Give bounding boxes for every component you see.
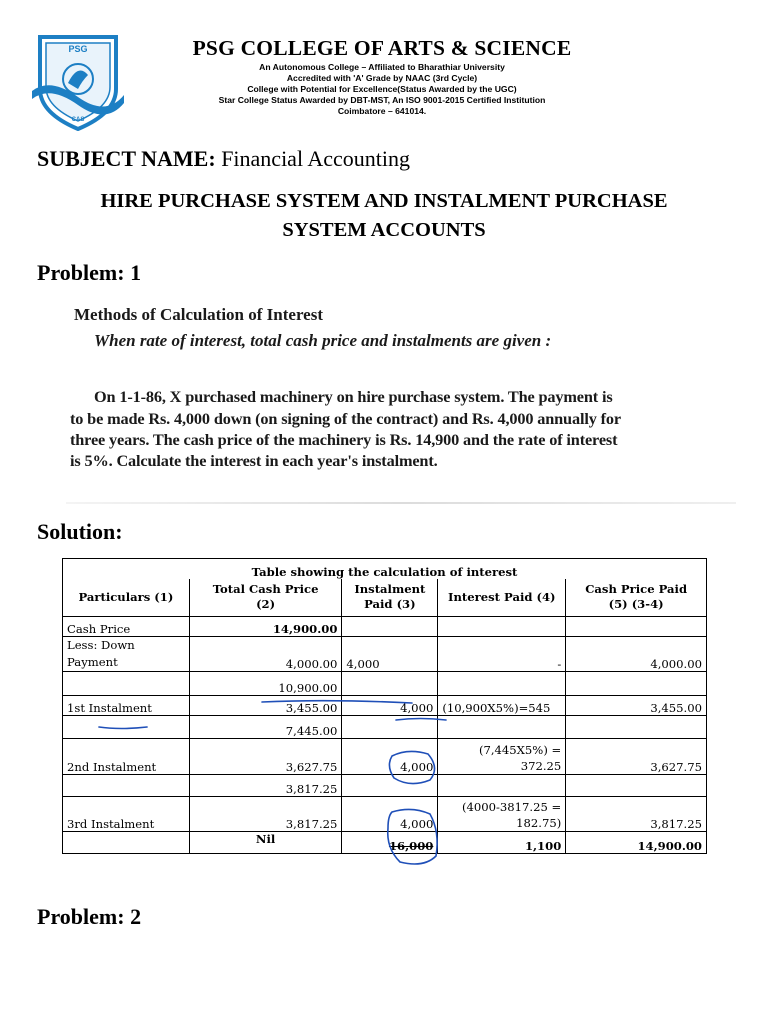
- table-row-total: [63, 832, 707, 854]
- cell: [438, 775, 566, 797]
- cell: [438, 716, 566, 739]
- college-logo: [30, 33, 126, 131]
- cell: [63, 832, 190, 854]
- title-line-2: SYSTEM ACCOUNTS: [282, 219, 486, 241]
- cell: [342, 672, 438, 696]
- problem-1-scan: [58, 295, 736, 507]
- cell: -: [438, 637, 566, 672]
- solution-heading: Solution:: [37, 519, 123, 544]
- problem-text-line: to be made Rs. 4,000 down (on signing of the contract) and Rs. 4,000 annually for: [70, 409, 621, 428]
- cell: 4,000.00: [566, 637, 707, 672]
- header-particulars: Particulars (1): [63, 579, 190, 617]
- cell: 4,000.00: [189, 637, 342, 672]
- cell: [63, 672, 190, 696]
- table-row: [63, 637, 707, 672]
- cell: 14,900.00: [189, 617, 342, 637]
- cell: 3,455.00: [189, 696, 342, 716]
- cell: 1,100: [438, 832, 566, 854]
- cell: 7,445.00: [189, 716, 342, 739]
- table-row: [63, 617, 707, 637]
- header-cash-price-paid: Cash Price Paid (5) (3-4): [566, 579, 707, 617]
- scan-edge: [66, 502, 736, 504]
- cell: 3,817.25: [566, 797, 707, 832]
- cell: (4000-3817.25 = 182.75): [438, 797, 566, 832]
- cell: Less: Down Payment: [63, 637, 190, 672]
- cell: [566, 716, 707, 739]
- cell: 3,455.00: [566, 696, 707, 716]
- cell: [342, 716, 438, 739]
- table-row: [63, 716, 707, 739]
- cell: 10,900.00: [189, 672, 342, 696]
- title-line-1: HIRE PURCHASE SYSTEM AND INSTALMENT PURCHASE: [100, 190, 668, 212]
- cell: [342, 775, 438, 797]
- cell: 3rd Instalment: [63, 797, 190, 832]
- problem-method: Methods of Calculation of Interest: [74, 305, 323, 324]
- problem-text-line: On 1-1-86, X purchased machinery on hire purchase system. The payment is: [94, 387, 613, 406]
- subject-value: Financial Accounting: [215, 146, 410, 171]
- subject-label: SUBJECT NAME:: [37, 146, 216, 171]
- cell: [342, 617, 438, 637]
- cell: 4,000: [342, 696, 438, 716]
- cell: [63, 775, 190, 797]
- cell: 3,627.75: [189, 739, 342, 775]
- subject-name: [37, 146, 410, 172]
- problem-text-line: three years. The cash price of the machinery is Rs. 14,900 and the rate of interest: [70, 430, 618, 449]
- problem-text-line: is 5%. Calculate the interest in each year's instalment.: [70, 451, 438, 470]
- page-title: [30, 187, 738, 245]
- college-info-line: Star College Status Awarded by DBT-MST, An ISO 9001-2015 Certified Institution: [218, 95, 546, 105]
- header-instalment-paid: Instalment Paid (3): [342, 579, 438, 617]
- cell: 3,817.25: [189, 797, 342, 832]
- cell: [566, 775, 707, 797]
- cell: [438, 672, 566, 696]
- college-info-line: College with Potential for Excellence(Status Awarded by the UGC): [247, 84, 517, 94]
- header-interest-paid: Interest Paid (4): [438, 579, 566, 617]
- cell: (7,445X5%) = 372.25: [438, 739, 566, 775]
- college-info: [120, 62, 644, 117]
- table-row: [63, 797, 707, 832]
- interest-table: [62, 558, 707, 854]
- svg-text:CAS: CAS: [71, 117, 85, 123]
- college-info-line: Accredited with 'A' Grade by NAAC (3rd Cycle): [286, 73, 478, 83]
- cell: [566, 617, 707, 637]
- cell: (10,900X5%)=545: [438, 696, 566, 716]
- cell: Nil: [189, 832, 342, 854]
- cell: [566, 672, 707, 696]
- table-row: [63, 775, 707, 797]
- header-total-cash-price: Total Cash Price (2): [189, 579, 342, 617]
- cell: 3,627.75: [566, 739, 707, 775]
- college-name: PSG COLLEGE OF ARTS & SCIENCE: [192, 36, 572, 60]
- cell: Cash Price: [63, 617, 190, 637]
- cell: 4,000: [342, 637, 438, 672]
- cell: 4,000: [342, 797, 438, 832]
- cell: 1st Instalment: [63, 696, 190, 716]
- table-row: [63, 739, 707, 775]
- cell: [63, 716, 190, 739]
- college-info-line: An Autonomous College – Affiliated to Bharathiar University: [259, 62, 505, 72]
- problem-condition: When rate of interest, total cash price and instalments are given :: [94, 331, 552, 350]
- cell: 2nd Instalment: [63, 739, 190, 775]
- cell: 3,817.25: [189, 775, 342, 797]
- cell: 16,000: [342, 832, 438, 854]
- table-row: [63, 696, 707, 716]
- svg-text:PSG: PSG: [68, 44, 88, 54]
- cell: 4,000: [342, 739, 438, 775]
- table-caption: Table showing the calculation of interest: [63, 559, 707, 579]
- college-info-line: Coimbatore – 641014.: [337, 106, 427, 116]
- problem-2-heading: Problem: 2: [37, 904, 142, 929]
- cell: [438, 617, 566, 637]
- table-row: [63, 672, 707, 696]
- cell: 14,900.00: [566, 832, 707, 854]
- problem-1-heading: Problem: 1: [37, 260, 142, 285]
